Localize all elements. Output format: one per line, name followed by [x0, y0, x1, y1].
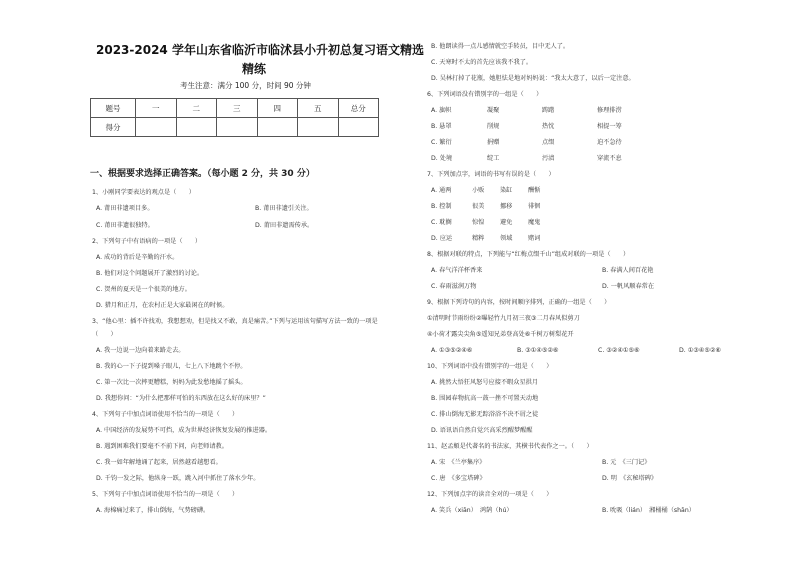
question-text-line: 8、根据对联的特点，下列能与“红梅点缀千山”组成对联的一项是（ ）: [427, 251, 630, 258]
question-text-line: 赌词: [528, 235, 541, 242]
question-text-line: 迫不急待: [597, 139, 622, 146]
question-text-line: 很美: [472, 203, 485, 210]
question-text-line: D. 千钧一发之际，他纵身一跃，跳入河中抓住了落水少年。: [96, 475, 260, 482]
score-table-header-row: [91, 99, 379, 118]
question-text-line: D. 明 《玄秘塔碑》: [602, 475, 658, 482]
question-text-line: B. 我的心一下子提到嗓子眼儿，七上八下地跳个不停。: [96, 363, 247, 370]
question-text-line: 染缸: [500, 187, 513, 194]
score-table-cell: 三: [217, 99, 258, 118]
document-title-line1: 2023-2024 学年山东省临沂市临沭县小升初总复习语文精选: [96, 43, 424, 57]
question-text-line: 徘徊: [528, 203, 541, 210]
question-text-line: B. 控制: [431, 203, 452, 210]
question-text-line: A. ①③⑤②④⑥: [431, 347, 473, 354]
document-title-line2: 精练: [242, 62, 267, 76]
question-text-line: 酬惭: [528, 187, 541, 194]
question-text-line: C. 我一如年解地诵了起来，居然越看越想看。: [96, 459, 222, 466]
score-table-cell: 四: [257, 99, 298, 118]
score-input-cell[interactable]: [298, 118, 339, 137]
score-input-cell[interactable]: [217, 118, 258, 137]
question-text-line: 6、下列词语没有错别字的一组是（ ）: [427, 91, 543, 98]
question-text-line: 热忱: [542, 123, 555, 130]
question-text-line: D. 语讯语自然自觉兴高采烈醒梦醒醒: [431, 427, 533, 434]
exam-info: 考生注意：满分 100 分，时间 90 分钟: [180, 81, 311, 90]
question-text-line: 相提一筹: [597, 123, 622, 130]
question-text-line: A. 笑兵（xiān） 鸿鹄（hú）: [431, 507, 513, 514]
question-text-line: C. ③②④①⑤⑥: [598, 347, 640, 354]
question-text-line: 5、下列句子中加点词语使用不恰当的一项是（ ）: [92, 491, 239, 498]
question-text-line: C. 第一次比一次摔更糟糕，妈妈为此发愁地摇了摇头。: [96, 379, 247, 386]
question-text-line: D. 吴林打掉了花瓶，她胆怯是地对妈妈说：“我太大意了，以后一定注意。: [431, 75, 635, 82]
question-text-line: 12、下列加点字的读音全对的一项是（ ）: [427, 491, 553, 498]
question-text-line: 惊惶: [472, 219, 485, 226]
question-text-line: B. 吮吸（lián） 湘桶桶（shān）: [602, 507, 695, 514]
question-text-line: 点缀: [542, 139, 555, 146]
question-text-line: B. 悬罩: [431, 123, 452, 130]
question-text-line: 精粹: [472, 235, 485, 242]
question-text-line: 9、根据下列诗句的内容，按时间顺序排列，正确的一组是（ ）: [427, 299, 611, 306]
question-text-line: C. 耽搁: [431, 219, 452, 226]
question-text-line: C. 繁衍: [431, 139, 452, 146]
score-table-cell: 五: [298, 99, 339, 118]
question-text-line: 10、下列词语中没有错别字的一组是（ ）: [427, 363, 553, 370]
question-text-line: 污渍: [542, 155, 555, 162]
question-text-line: C. 莆田非遗很独特。: [96, 222, 154, 229]
question-text-line: B. 遇到困难我们要毫不不前下问，向老师请教。: [96, 443, 228, 450]
question-text-line: A. 我一边说一边向着来路走去。: [96, 347, 185, 354]
question-text-line: A. 旗帜: [431, 107, 452, 114]
question-text-line: A. 挑然大悟狂风怒号应接不暇众星拱月: [431, 379, 539, 386]
question-text-line: A. 中国经济的发展势不可挡，成为世界经济恢复发展的推进器。: [96, 427, 272, 434]
question-text-line: D. 应运: [431, 235, 453, 242]
question-text-line: B. 元 《三门记》: [602, 459, 651, 466]
question-text-line: ①清明时节雨纷纷②曝轻竹九月初三夜③二月春风似剪刀: [427, 315, 580, 322]
score-table-cell: 总分: [338, 99, 379, 118]
question-text-line: 修理排涝: [597, 107, 622, 114]
question-text-line: C. 天寒时不太的首先应该我不我了。: [431, 59, 533, 66]
score-input-cell[interactable]: [176, 118, 217, 137]
question-text-line: C. 贺州的夏天是一个很美的地方。: [96, 286, 191, 293]
question-text-line: B. 莆田非遗引关注。: [255, 205, 313, 212]
question-text-line: 小贩: [472, 187, 485, 194]
question-text-line: 踌躇: [542, 107, 555, 114]
question-text-line: A. 通两: [431, 187, 452, 194]
question-text-line: 4、下列句子中加点词语使用不恰当的一项是（ ）: [92, 411, 239, 418]
question-text-line: D. 猎月和正月，在农村正是大家最闲在的时候。: [96, 302, 229, 309]
question-text-line: C. 排山倒海无影无踪浴浴不决不屑之徒: [431, 411, 539, 418]
question-text-line: B. 围园春物抗高一鼓一挫不可置天动地: [431, 395, 539, 402]
question-text-line: D. 我想你问：“为什么把那样可怕的东西放在这么好的床里？”: [96, 395, 266, 402]
question-text-line: C. 春雨滋润万物: [431, 283, 477, 290]
question-text-line: B. ③①④⑤②⑥: [517, 347, 559, 354]
question-text-line: C. 唐 《多宝塔碑》: [431, 475, 486, 482]
question-text-line: 领域: [500, 235, 513, 242]
question-text-line: D. 莆田非遗需传承。: [255, 222, 314, 229]
question-text-line: 3、“他心里：插不许找劝，我想想劝，但是找又不敢，真是痛苦。”下列与运用该句描写方法一致的一项是: [92, 318, 378, 325]
question-text-line: D. 处境: [431, 155, 453, 162]
question-text-line: 削规: [487, 123, 500, 130]
question-text-line: （ ）: [92, 331, 117, 338]
score-table-cell: 一: [136, 99, 177, 118]
score-table-score-row: [91, 118, 379, 137]
question-text-line: 绽工: [487, 155, 500, 162]
score-table-cell: 得分: [91, 118, 136, 137]
score-input-cell[interactable]: [136, 118, 177, 137]
question-text-line: A. 成功的背后是辛勤的汗水。: [96, 254, 179, 261]
score-table: [90, 98, 379, 137]
question-text-line: B. 他们对这个问题展开了激烈的讨论。: [96, 270, 204, 277]
question-text-line: A. 春气洋洋杯香来: [431, 267, 483, 274]
question-text-line: 挪移: [500, 203, 513, 210]
score-input-cell[interactable]: [257, 118, 298, 137]
question-text-line: A. 海棉痛过来了，排山倒海，气势磅礴。: [96, 507, 210, 514]
question-text-line: 凝聚: [487, 107, 500, 114]
question-text-line: A. 宋 《兰亭集序》: [431, 459, 486, 466]
question-text-line: 11、赵孟頫是代著名的书法家，其横书代表作之一。（ ）: [427, 443, 593, 450]
question-text-line: ④小荷才露尖尖角⑤遥知兄弟登高处⑥千树万树梨花开: [427, 331, 574, 338]
score-table-cell: 二: [176, 99, 217, 118]
question-text-line: D. 一帆风顺春常在: [602, 283, 655, 290]
question-text-line: 1、小刚同学要表达的观点是（ ）: [92, 189, 195, 196]
question-text-line: B. 他朗读得一点儿感情就空手转员，目中无人了。: [431, 43, 570, 50]
question-text-line: 魔鬼: [528, 219, 541, 226]
section-heading: 一、根据要求选择正确答案。（每小题 2 分，共 30 分）: [90, 169, 315, 179]
score-table-cell: 题号: [91, 99, 136, 118]
question-text-line: B. 春满人间百花艳: [602, 267, 654, 274]
question-text-line: 7、下列加点字，词语的书写有误的是（ ）: [427, 171, 555, 178]
question-text-line: D. ①③④⑤②⑥: [679, 347, 721, 354]
score-input-cell[interactable]: [338, 118, 379, 137]
question-text-line: 避免: [500, 219, 513, 226]
question-text-line: 2、下列句子中有语病的一项是（ ）: [92, 238, 202, 245]
question-text-line: 捐赠: [487, 139, 500, 146]
question-text-line: 穿流不息: [597, 155, 622, 162]
question-text-line: A. 莆田非遗项目多。: [96, 205, 154, 212]
